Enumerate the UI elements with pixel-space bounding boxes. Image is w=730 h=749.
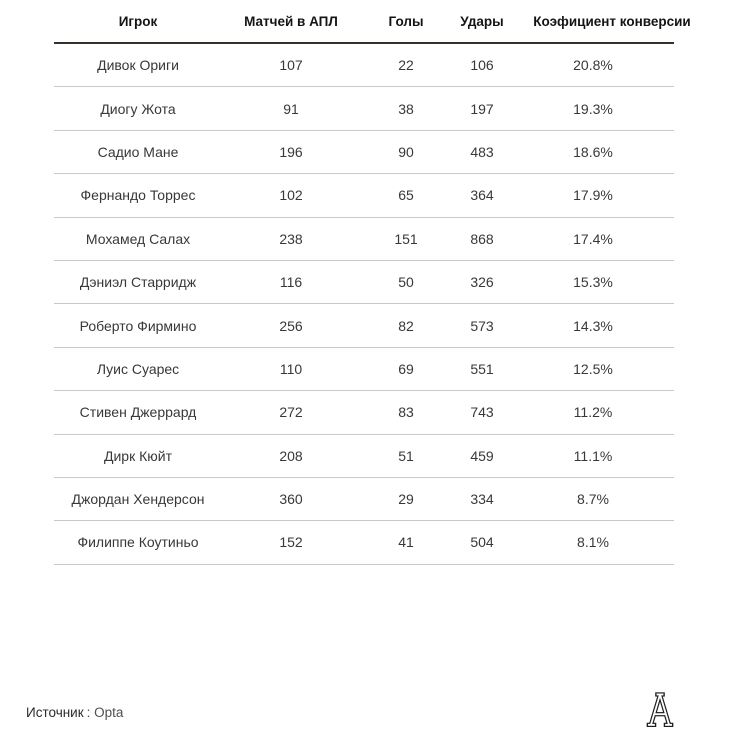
matches-cell: 196: [222, 130, 360, 173]
player-name-cell: Дэниэл Старридж: [54, 260, 222, 303]
col-header-shots: Удары: [452, 0, 512, 43]
col-header-conversion-label: Коэфициент конверсии: [533, 13, 691, 29]
matches-cell: 238: [222, 217, 360, 260]
matches-cell: 110: [222, 347, 360, 390]
shots-cell: 868: [452, 217, 512, 260]
table-row: [54, 87, 674, 130]
shots-cell: 197: [452, 87, 512, 130]
conversion-cell: 18.6%: [512, 130, 674, 173]
shots-cell: 459: [452, 434, 512, 477]
goals-cell: 29: [360, 477, 452, 520]
shots-cell: 573: [452, 304, 512, 347]
col-header-conversion: [512, 0, 691, 43]
goals-cell: 65: [360, 174, 452, 217]
player-name-cell: Дирк Кюйт: [54, 434, 222, 477]
matches-cell: 152: [222, 521, 360, 564]
player-name-cell: Стивен Джеррард: [54, 391, 222, 434]
shots-cell: 483: [452, 130, 512, 173]
stats-table: [54, 0, 691, 565]
player-name-cell: Диогу Жота: [54, 87, 222, 130]
player-name-cell: Джордан Хендерсон: [54, 477, 222, 520]
goals-cell: 38: [360, 87, 452, 130]
conversion-cell: 11.2%: [512, 391, 674, 434]
conversion-cell: 12.5%: [512, 347, 674, 390]
table-row: [54, 43, 674, 87]
conversion-cell: 15.3%: [512, 260, 674, 303]
player-name-cell: Дивок Ориги: [54, 43, 222, 87]
table-row: [54, 304, 674, 347]
goals-cell: 51: [360, 434, 452, 477]
matches-cell: 208: [222, 434, 360, 477]
goals-cell: 151: [360, 217, 452, 260]
goals-cell: 22: [360, 43, 452, 87]
matches-cell: 360: [222, 477, 360, 520]
col-header-player: Игрок: [54, 0, 222, 43]
shots-cell: 334: [452, 477, 512, 520]
table-row: [54, 217, 674, 260]
col-header-goals: Голы: [360, 0, 452, 43]
conversion-cell: 8.7%: [512, 477, 674, 520]
goals-cell: 41: [360, 521, 452, 564]
goals-cell: 83: [360, 391, 452, 434]
shots-cell: 364: [452, 174, 512, 217]
table-row: [54, 521, 674, 564]
conversion-cell: 17.9%: [512, 174, 674, 217]
matches-cell: 116: [222, 260, 360, 303]
conversion-cell: 11.1%: [512, 434, 674, 477]
conversion-cell: 19.3%: [512, 87, 674, 130]
goals-cell: 82: [360, 304, 452, 347]
source-note: [26, 704, 123, 721]
source-label: Источник: [26, 705, 84, 720]
goals-cell: 50: [360, 260, 452, 303]
matches-cell: 107: [222, 43, 360, 87]
table-header: [54, 0, 691, 43]
player-name-cell: Роберто Фирмино: [54, 304, 222, 347]
conversion-cell: 20.8%: [512, 43, 674, 87]
table-row: [54, 391, 674, 434]
table-row: [54, 477, 674, 520]
conversion-cell: 14.3%: [512, 304, 674, 347]
player-name-cell: Фернандо Торрес: [54, 174, 222, 217]
player-name-cell: Луис Суарес: [54, 347, 222, 390]
shots-cell: 106: [452, 43, 512, 87]
player-name-cell: Филиппе Коутиньо: [54, 521, 222, 564]
conversion-cell: 17.4%: [512, 217, 674, 260]
matches-cell: 256: [222, 304, 360, 347]
shots-cell: 743: [452, 391, 512, 434]
shots-cell: 504: [452, 521, 512, 564]
shots-cell: 551: [452, 347, 512, 390]
table-row: [54, 174, 674, 217]
table-row: [54, 130, 674, 173]
col-header-matches: Матчей в АПЛ: [222, 0, 360, 43]
player-name-cell: Садио Мане: [54, 130, 222, 173]
player-name-cell: Мохамед Салах: [54, 217, 222, 260]
matches-cell: 102: [222, 174, 360, 217]
athletic-a-logo-icon: [644, 691, 676, 731]
conversion-cell: 8.1%: [512, 521, 674, 564]
shots-cell: 326: [452, 260, 512, 303]
table-row: [54, 347, 674, 390]
table-body: [54, 43, 674, 564]
source-value: : Opta: [86, 705, 124, 720]
table-row: [54, 434, 674, 477]
matches-cell: 91: [222, 87, 360, 130]
matches-cell: 272: [222, 391, 360, 434]
goals-cell: 90: [360, 130, 452, 173]
goals-cell: 69: [360, 347, 452, 390]
header-row: [54, 0, 674, 43]
table-row: [54, 260, 674, 303]
